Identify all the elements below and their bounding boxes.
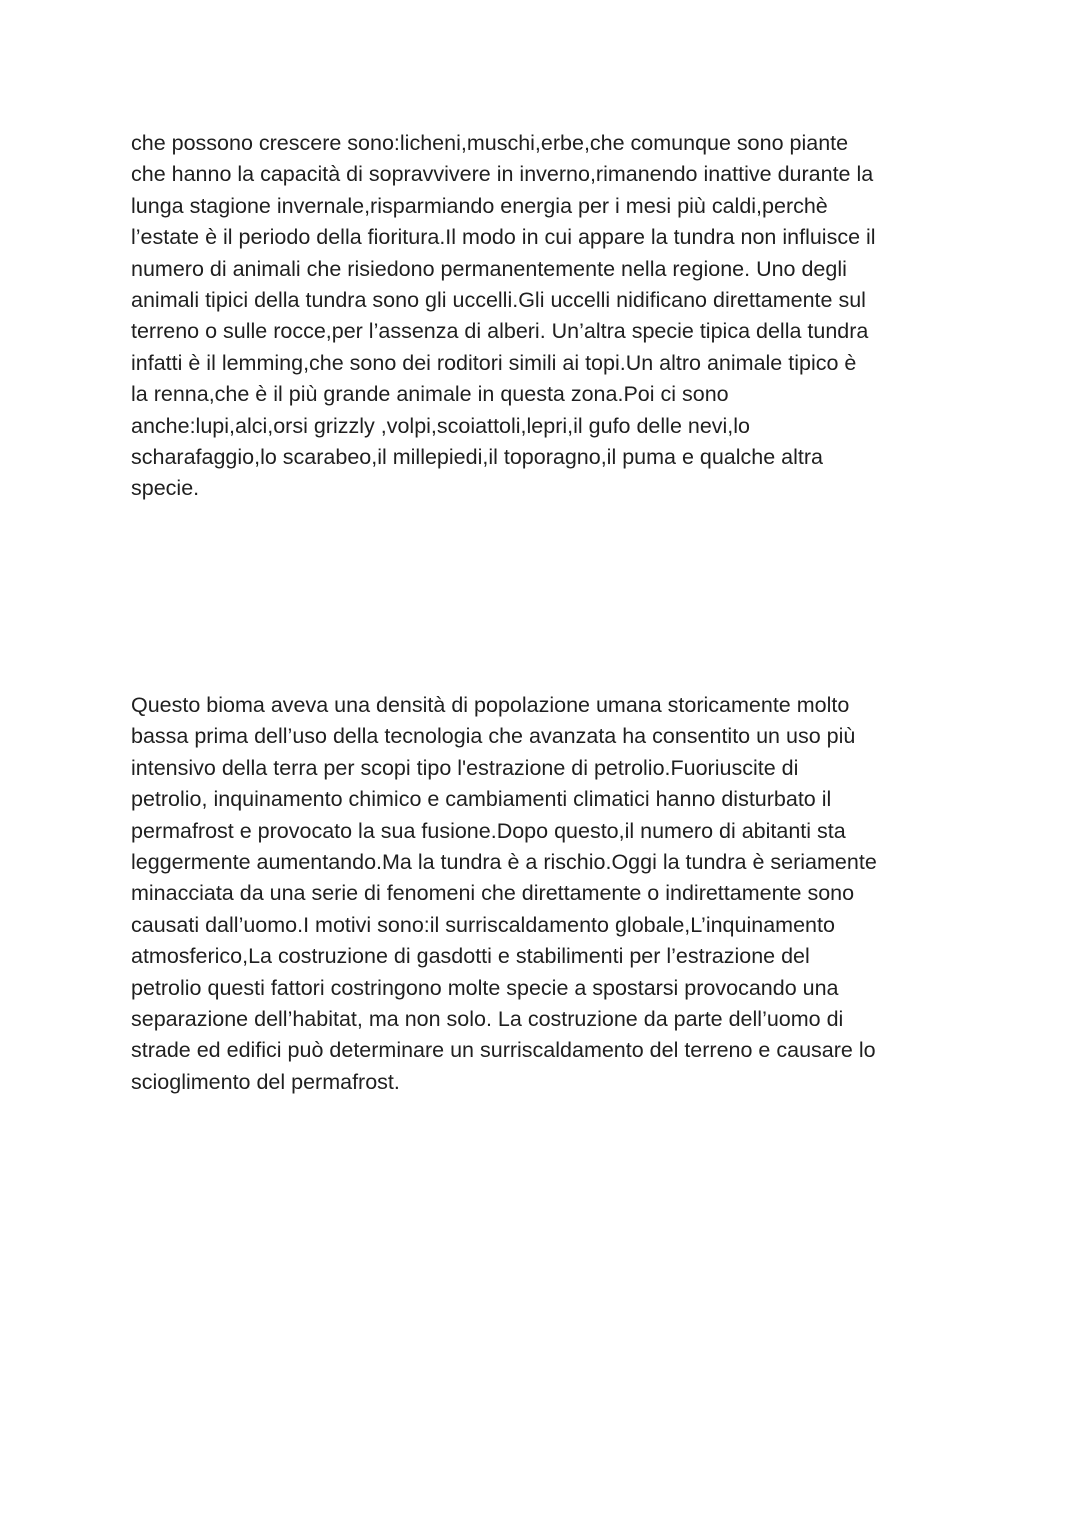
text-line: leggermente aumentando.Ma la tundra è a rischio.Oggi la tundra è seriamente (131, 850, 877, 875)
text-line: separazione dell’habitat, ma non solo. La costruzione da parte dell’uomo di (131, 1007, 844, 1032)
text-line: animali tipici della tundra sono gli uccelli.Gli uccelli nidificano direttamente sul (131, 288, 866, 313)
paragraph-tundra-flora-fauna (131, 128, 961, 505)
text-line: lunga stagione invernale,risparmiando energia per i mesi più caldi,perchè (131, 193, 828, 218)
text-line: la renna,che è il più grande animale in questa zona.Poi ci sono (131, 382, 729, 407)
text-line: numero di animali che risiedono permanentemente nella regione. Uno degli (131, 256, 847, 281)
text-line: petrolio, inquinamento chimico e cambiamenti climatici hanno disturbato il (131, 787, 832, 812)
text-line: intensivo della terra per scopi tipo l'estrazione di petrolio.Fuoriuscite di (131, 755, 799, 780)
text-line: minacciata da una serie di fenomeni che direttamente o indirettamente sono (131, 881, 855, 906)
text-line: l’estate è il periodo della fioritura.Il modo in cui appare la tundra non influisce il (131, 225, 876, 250)
text-line: terreno o sulle rocce,per l’assenza di alberi. Un’altra specie tipica della tundra (131, 319, 869, 344)
text-line: bassa prima dell’uso della tecnologia che avanzata ha consentito un uso più (131, 724, 856, 749)
text-line: strade ed edifici può determinare un surriscaldamento del terreno e causare lo (131, 1038, 876, 1063)
paragraph-human-impact (131, 690, 961, 1098)
text-line: che possono crescere sono:licheni,muschi,erbe,che comunque sono piante (131, 131, 849, 155)
text-line: che hanno la capacità di sopravvivere in inverno,rimanendo inattive durante la (131, 162, 874, 187)
text-line: infatti è il lemming,che sono dei roditori simili ai topi.Un altro animale tipico è (131, 350, 857, 375)
text-line: Questo bioma aveva una densità di popolazione umana storicamente molto (131, 693, 850, 717)
text-line: anche:lupi,alci,orsi grizzly ,volpi,scoiattoli,lepri,il gufo delle nevi,lo (131, 413, 751, 438)
text-line: petrolio questi fattori costringono molte specie a spostarsi provocando una (131, 975, 839, 1000)
text-line: permafrost e provocato la sua fusione.Dopo questo,il numero di abitanti sta (131, 818, 846, 843)
text-line: scioglimento del permafrost. (131, 1069, 400, 1094)
text-line: scharafaggio,lo scarabeo,il millepiedi,il toporagno,il puma e qualche altra (131, 445, 823, 470)
text-line: causati dall’uomo.I motivi sono:il surriscaldamento globale,L’inquinamento (131, 912, 835, 937)
text-line: specie. (131, 476, 200, 501)
text-line: atmosferico,La costruzione di gasdotti e stabilimenti per l’estrazione del (131, 944, 810, 969)
